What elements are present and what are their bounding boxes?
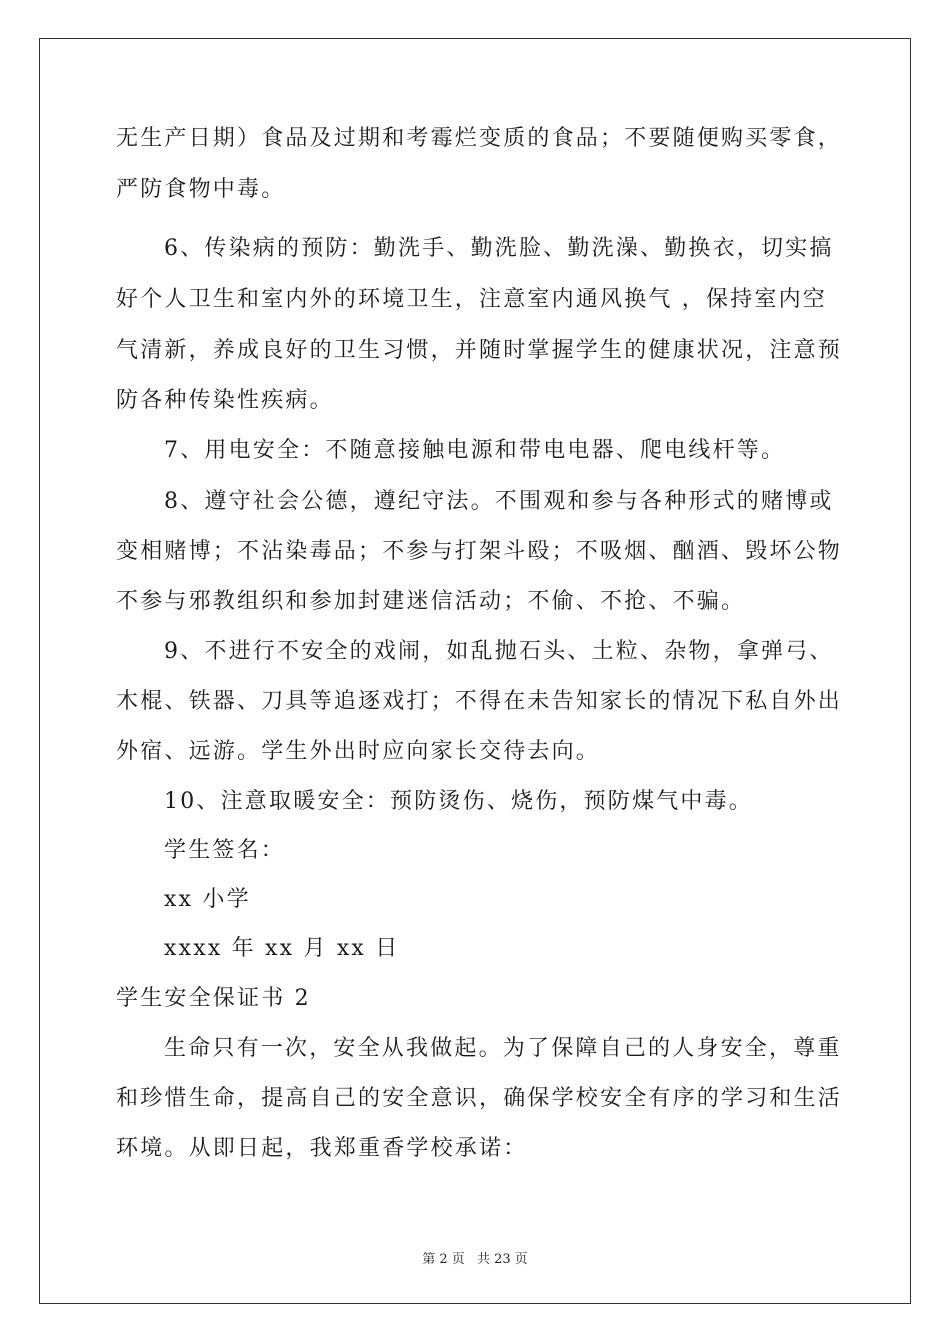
text-line: 和珍惜生命，提高自己的安全意识，确保学校安全有序的学习和生活 (116, 1086, 843, 1111)
text-line: 不参与邪教组织和参加封建迷信活动；不偷、不抢、不骗。 (116, 589, 746, 614)
text-line: 木棍、铁器、刀具等追逐戏打；不得在未告知家长的情况下私自外出 (116, 689, 843, 714)
date-line: xxxx 年 xx 月 xx 日 (164, 936, 400, 961)
text-line: 8、遵守社会公德，遵纪守法。不围观和参与各种形式的赌博或 (164, 489, 834, 514)
text-line: 9、不进行不安全的戏闹，如乱抛石头、土粒、杂物，拿弹弓、 (164, 639, 834, 664)
text-line: 10、注意取暖安全：预防烫伤、烧伤，预防煤气中毒。 (164, 789, 753, 814)
text-line: 变相赌博；不沾染毒品；不参与打架斗殴；不吸烟、酗酒、毁坏公物 (116, 539, 843, 564)
text-line: 环境。从即日起，我郑重香学校承诺： (116, 1136, 528, 1161)
text-line: 好个人卫生和室内外的环境卫生，注意室内通风换气 ，保持室内空 (116, 287, 827, 312)
text-line: 外宿、远游。学生外出时应向家长交待去向。 (116, 739, 601, 764)
text-line: 生命只有一次，安全从我做起。为了保障自己的人身安全，尊重 (164, 1036, 842, 1061)
signature-label: 学生签名： (164, 838, 286, 863)
text-line: 6、传染病的预防：勤洗手、勤洗脸、勤洗澡、勤换衣，切实搞 (164, 236, 834, 261)
page-total: 共 23 页 (476, 1252, 528, 1267)
text-line: 气清新，养成良好的卫生习惯，并随时掌握学生的健康状况，注意预 (116, 338, 843, 363)
text-line: 防各种传染性疾病。 (116, 388, 334, 413)
page-footer (0, 1248, 950, 1267)
page-number: 第 2 页 (422, 1252, 465, 1267)
page-border (39, 38, 911, 1304)
text-line: 严防食物中毒。 (116, 177, 286, 202)
text-line: 7、用电安全：不随意接触电源和带电电器、爬电线杆等。 (164, 438, 786, 463)
school-name: xx 小学 (164, 887, 251, 912)
section-title: 学生安全保证书 2 (116, 986, 311, 1011)
text-line: 无生产日期）食品及过期和考霉烂变质的食品；不要随便购买零食， (116, 126, 843, 151)
